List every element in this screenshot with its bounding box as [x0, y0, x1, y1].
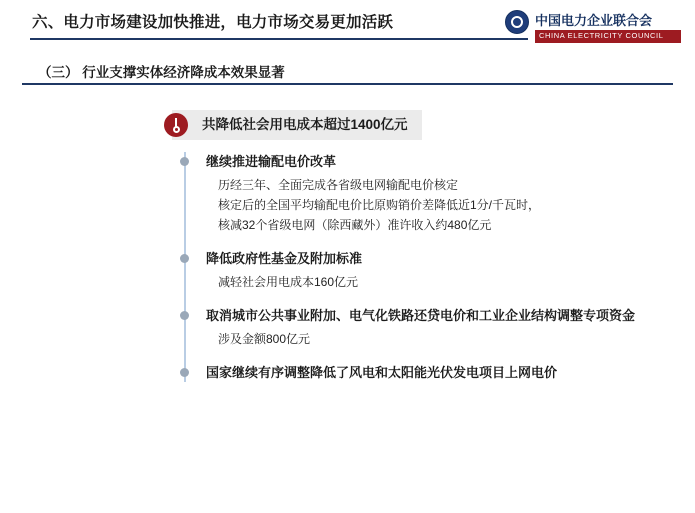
list-item-detail: 历经三年、全面完成各省级电网输配电价核定 [218, 178, 459, 192]
list-item-detail: 核定后的全国平均输配电价比原购销价差降低近1分/千瓦时， [218, 198, 541, 212]
list-item-title: 取消城市公共事业附加、电气化铁路还贷电价和工业企业结构调整专项资金 [206, 308, 636, 323]
logo-english-name: CHINA ELECTRICITY COUNCIL [539, 31, 664, 40]
subtitle-divider [22, 83, 673, 85]
list-item-title: 降低政府性基金及附加标准 [206, 251, 363, 266]
bullet-icon [180, 157, 189, 166]
list-item [206, 152, 670, 235]
organization-logo [505, 8, 683, 46]
list-item-detail: 核减32个省级电网（除西藏外）准许收入约480亿元 [218, 218, 492, 232]
list-item-detail: 减轻社会用电成本160亿元 [218, 275, 359, 289]
list-item-detail: 涉及金额800亿元 [218, 332, 311, 346]
callout-banner [172, 110, 422, 140]
page-title: 六、电力市场建设加快推进，电力市场交易更加活跃 [32, 14, 394, 31]
list-item [206, 249, 670, 292]
slide-header [0, 0, 695, 56]
logo-english-bar [535, 30, 681, 43]
list-item [206, 306, 670, 349]
callout-text: 共降低社会用电成本超过1400亿元 [202, 117, 408, 132]
list-item [206, 363, 670, 382]
list-item-title: 国家继续有序调整降低了风电和太阳能光伏发电项目上网电价 [206, 365, 558, 380]
ce-council-emblem-icon [505, 10, 529, 34]
subtitle-band [22, 56, 673, 86]
timeline-list [184, 152, 670, 382]
slide-content [170, 110, 670, 392]
list-item-title: 继续推进输配电价改革 [206, 154, 337, 169]
section-subtitle: （三） 行业支撑实体经济降成本效果显著 [38, 65, 285, 80]
bullet-icon [180, 254, 189, 263]
bullet-icon [180, 368, 189, 377]
header-divider [30, 38, 528, 40]
red-circle-marker-icon [164, 113, 188, 137]
bullet-icon [180, 311, 189, 320]
logo-chinese-name: 中国电力企业联合会 [535, 13, 653, 28]
